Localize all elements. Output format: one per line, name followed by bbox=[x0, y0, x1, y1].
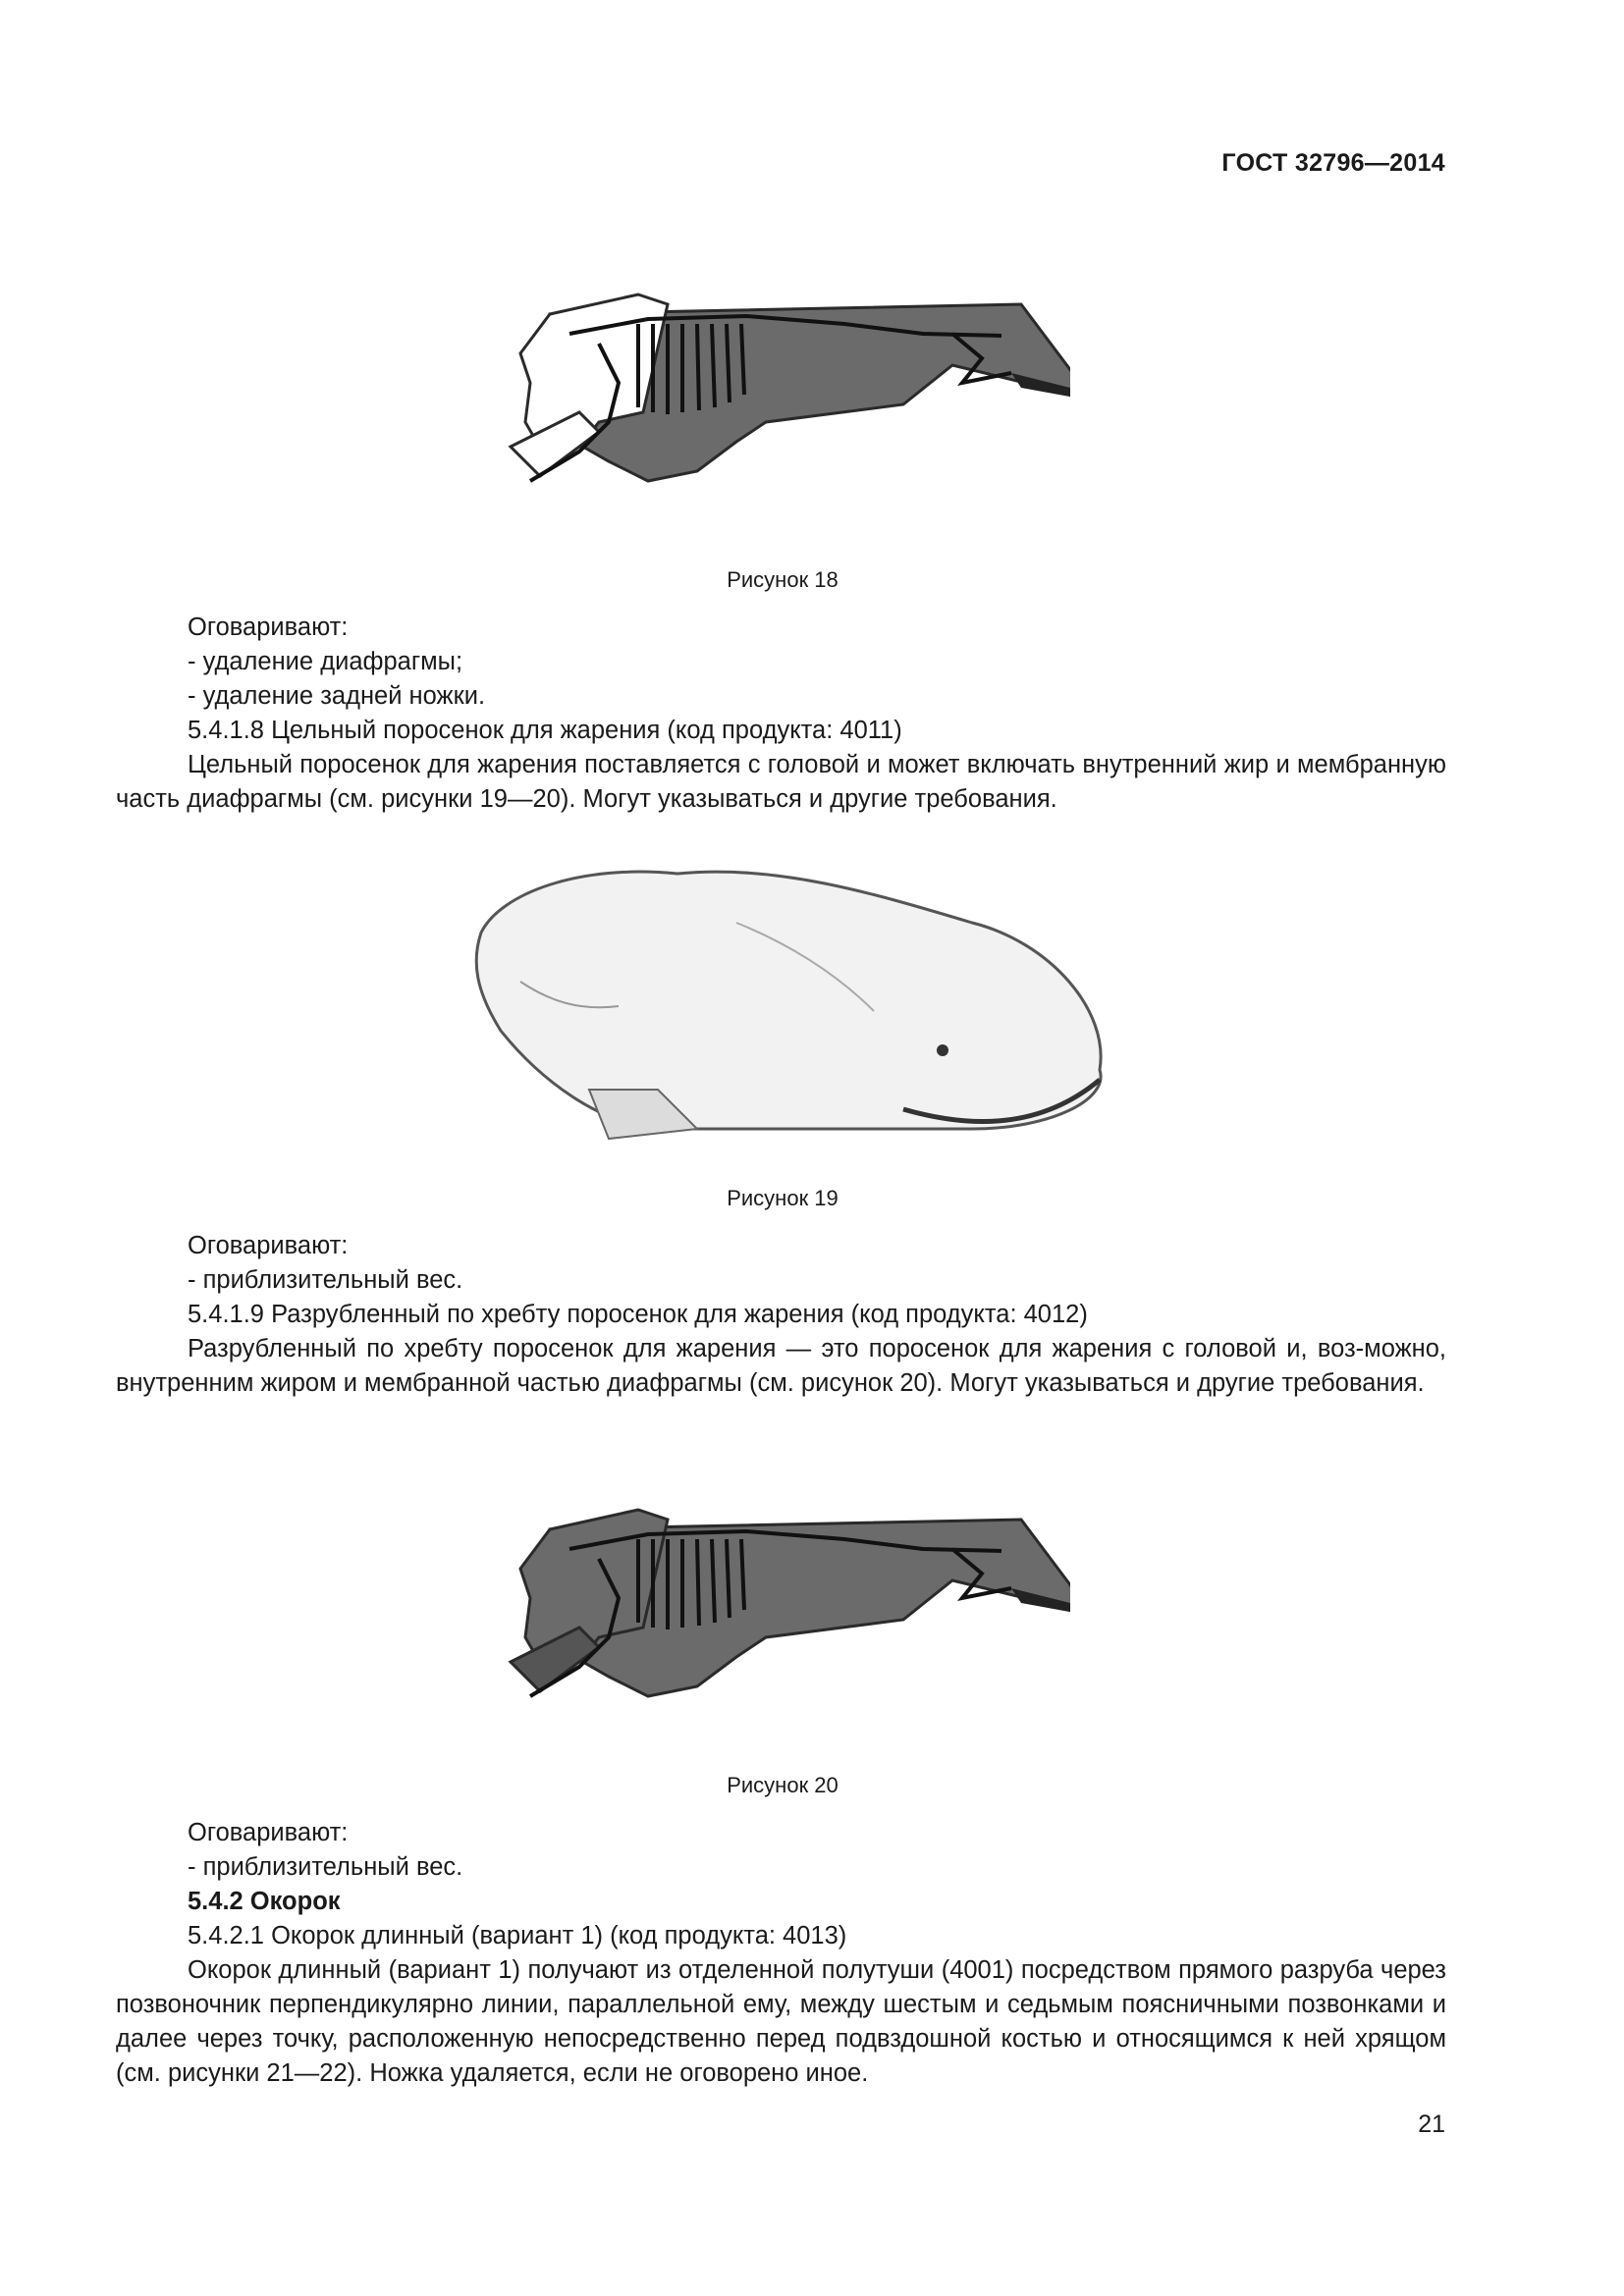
paragraph: Окорок длинный (вариант 1) получают из отделенной полутуши (4001) посредством прямого разруба через позвоночник перпендикулярно линии, параллельной ему, между шестым и седьмым поясничными позвонками и далее через точку, расположенную непосредственно перед подвздошной костью и относящимся к ней хрящом (см. рисунки 21—22). Ножка удаляется, если не оговорено иное. bbox=[116, 1956, 1446, 2087]
text-block-2 bbox=[116, 1229, 1446, 1401]
list-item: - удаление задней ножки. bbox=[188, 682, 486, 710]
list-item: - приблизительный вес. bbox=[188, 1853, 463, 1881]
eye bbox=[937, 1044, 948, 1056]
clause-intro: Оговаривают: bbox=[188, 1819, 349, 1846]
paragraph: Разрубленный по хребту поросенок для жарения — это поросенок для жарения с головой и, воз-можно, внутренним жиром и мембранной частью диафрагмы (см. рисунок 20). Могут указываться и другие требования. bbox=[116, 1335, 1446, 1397]
section-title: 5.4.1.9 Разрубленный по хребту поросенок для жарения (код продукта: 4012) bbox=[188, 1301, 1088, 1328]
figure-18-caption: Рисунок 18 bbox=[727, 567, 839, 592]
figure-20-image bbox=[491, 1490, 1070, 1706]
list-item: - удаление диафрагмы; bbox=[188, 648, 463, 675]
list-item: - приблизительный вес. bbox=[188, 1266, 463, 1294]
figure-19-image bbox=[461, 834, 1119, 1158]
paragraph: Цельный поросенок для жарения поставляется с головой и может включать внутренний жир и мембранную часть диафрагмы (см. рисунки 19—20). Могут указываться и другие требования. bbox=[116, 751, 1446, 813]
carcass-silhouette bbox=[511, 294, 1070, 481]
page-number: 21 bbox=[1418, 2110, 1445, 2138]
figure-19-caption: Рисунок 19 bbox=[727, 1186, 839, 1210]
section-heading: 5.4.2 Окорок bbox=[188, 1888, 341, 1915]
clause-intro: Оговаривают: bbox=[188, 614, 349, 641]
text-block-3 bbox=[116, 1816, 1446, 2091]
figure-20-caption: Рисунок 20 bbox=[727, 1773, 839, 1797]
figure-18-image bbox=[491, 275, 1070, 491]
standard-header: ГОСТ 32796—2014 bbox=[1221, 149, 1445, 177]
text-block-1 bbox=[116, 611, 1446, 817]
section-title: 5.4.1.8 Цельный поросенок для жарения (код продукта: 4011) bbox=[188, 717, 902, 744]
clause-intro: Оговаривают: bbox=[188, 1232, 349, 1259]
carcass-silhouette bbox=[511, 1510, 1070, 1696]
section-title: 5.4.2.1 Окорок длинный (вариант 1) (код продукта: 4013) bbox=[188, 1922, 847, 1949]
